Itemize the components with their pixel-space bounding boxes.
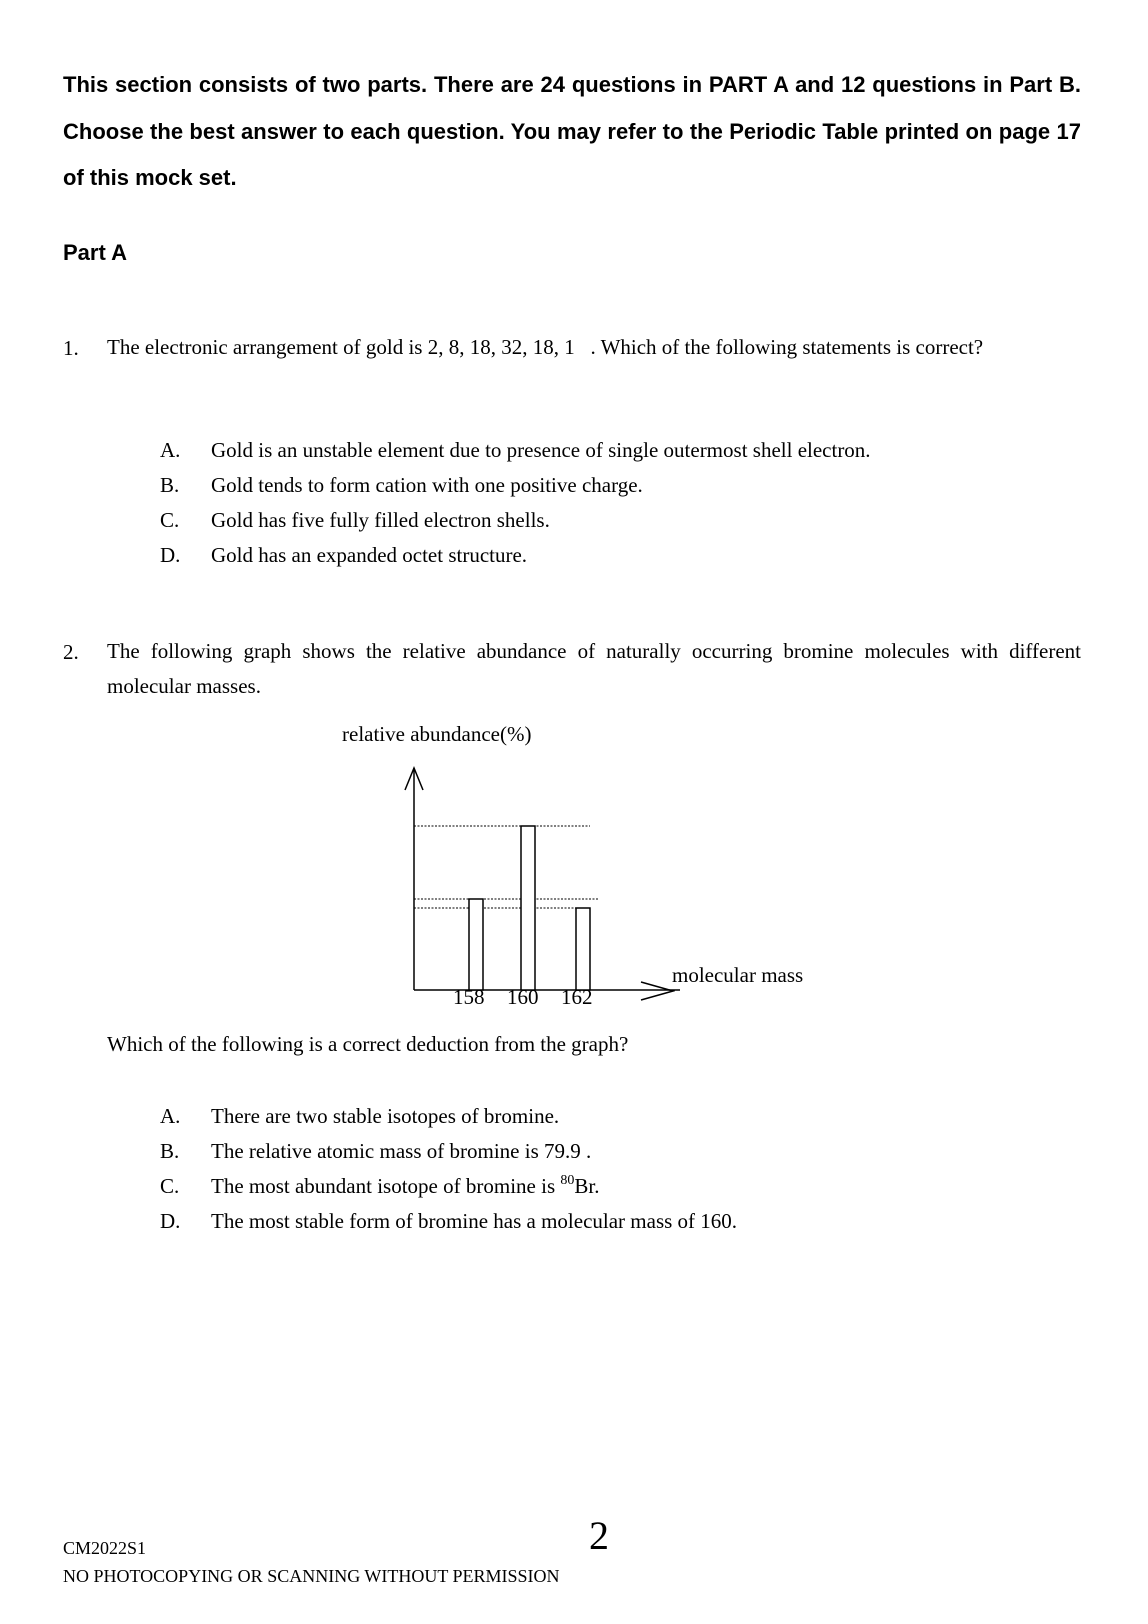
question-2-stem: The following graph shows the relative abundance of naturally occurring bromine molecules with different molecular masses. (107, 639, 1081, 698)
bar-162 (576, 908, 590, 990)
question-2-options (160, 1099, 1060, 1239)
option-text-part2: Br. (574, 1174, 600, 1198)
x-tick-160: 160 (507, 985, 539, 1009)
question-1-stem-part1: The electronic arrangement of gold is 2, 8, 18, 32, 18, 1 (107, 335, 575, 359)
question-1-option-c[interactable] (160, 503, 1060, 538)
question-1-option-b[interactable] (160, 468, 1060, 503)
bar-160 (521, 826, 535, 990)
footer-paper-code: CM2022S1 (63, 1538, 147, 1558)
part-heading: Part A (63, 240, 127, 265)
bar-158 (469, 899, 483, 990)
section-instructions: This section consists of two parts. There are 24 questions in PART A and 12 questions in Part B. Choose the best answer to each question. You may refer to the Periodic Table printed on page 17 of this mock set. (63, 72, 1081, 190)
x-tick-158: 158 (453, 985, 485, 1009)
question-1-stem (107, 330, 1081, 365)
question-2-option-c[interactable] (160, 1169, 1060, 1204)
page-number: 2 (589, 1513, 609, 1558)
option-text: The relative atomic mass of bromine is 79.9 . (211, 1139, 592, 1163)
option-letter: C. (160, 508, 180, 532)
question-2-followup: Which of the following is a correct deduction from the graph? (107, 1032, 629, 1056)
option-text: There are two stable isotopes of bromine. (211, 1104, 560, 1128)
question-2-option-d[interactable] (160, 1204, 1060, 1239)
question-1-number: 1. (63, 336, 79, 360)
option-letter: D. (160, 1209, 181, 1233)
question-1-option-a[interactable] (160, 433, 1060, 468)
x-tick-162: 162 (561, 985, 593, 1009)
option-letter: B. (160, 473, 180, 497)
chart-y-axis-label: relative abundance(%) (342, 722, 532, 746)
question-1-options (160, 433, 1060, 573)
option-letter: A. (160, 1104, 181, 1128)
option-letter: C. (160, 1174, 180, 1198)
option-text: Gold has an expanded octet structure. (211, 543, 528, 567)
option-text (211, 1169, 599, 1207)
question-2-option-b[interactable] (160, 1134, 1060, 1169)
question-1-stem-part2: . Which of the following statements is correct? (585, 335, 984, 359)
option-text-part1: The most abundant isotope of bromine is (211, 1174, 561, 1198)
bromine-abundance-chart (380, 760, 680, 1000)
question-2-option-a[interactable] (160, 1099, 1060, 1134)
option-letter: B. (160, 1139, 180, 1163)
option-letter: D. (160, 543, 181, 567)
option-text: The most stable form of bromine has a molecular mass of 160. (211, 1209, 738, 1233)
question-1-option-d[interactable] (160, 538, 1060, 573)
footer-copyright-notice: NO PHOTOCOPYING OR SCANNING WITHOUT PERMISSION (63, 1566, 560, 1586)
option-letter: A. (160, 438, 181, 462)
x-axis-arrow-icon (640, 980, 675, 1004)
option-text: Gold is an unstable element due to presence of single outermost shell electron. (211, 438, 871, 462)
isotope-mass-number: 80 (560, 1173, 575, 1188)
option-text: Gold has five fully filled electron shells. (211, 508, 550, 532)
chart-x-axis-label: molecular mass (672, 963, 804, 987)
option-text: Gold tends to form cation with one positive charge. (211, 473, 643, 497)
question-2-number: 2. (63, 640, 79, 664)
